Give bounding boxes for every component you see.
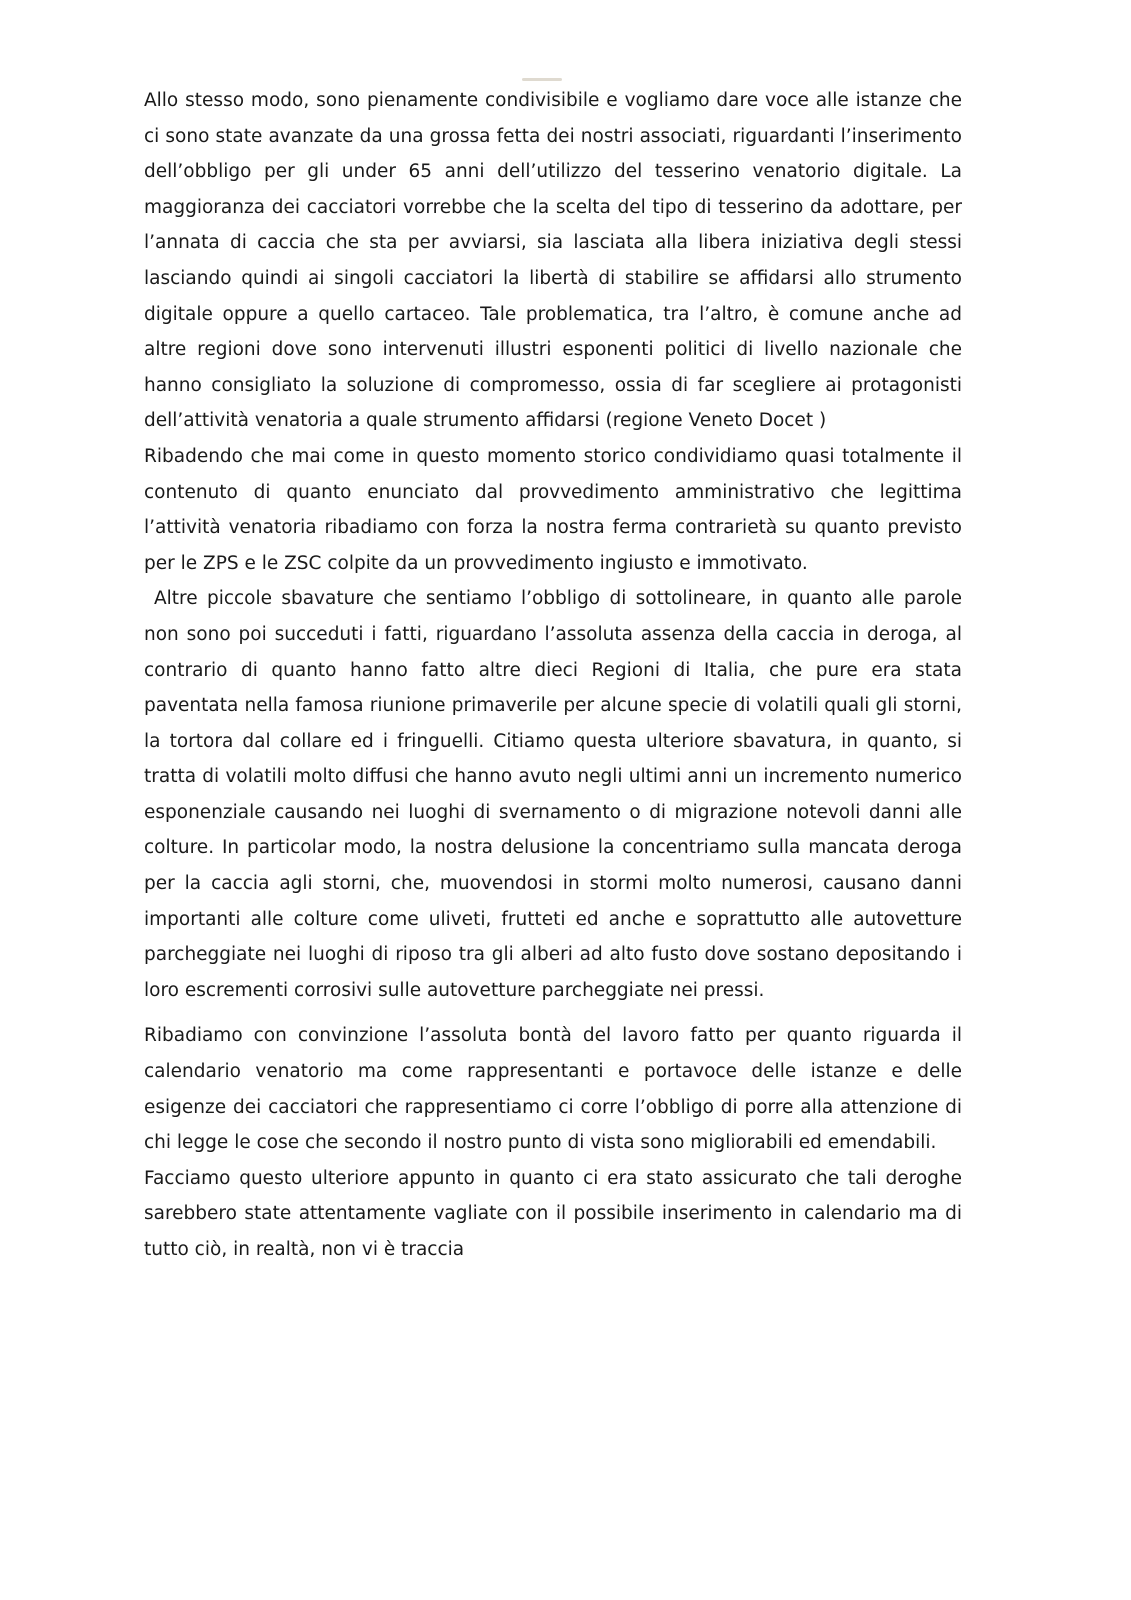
paragraph-calendario: Ribadiamo con convinzione l’assoluta bontà del lavoro fatto per quanto riguarda il calendario venatorio ma come rappresentanti e portavoce delle istanze e delle esigenze dei cacciatori che rappresentiamo ci corre l’obbligo di porre alla attenzione di chi legge le cose che secondo il nostro punto di vista sono migliorabili ed emendabili.: [144, 1025, 962, 1154]
scan-smudge: [522, 78, 562, 81]
paragraph-zps-zsc: Ribadendo che mai come in questo momento storico condividiamo quasi totalmente il contenuto di quanto enunciato dal provvedimento amministrativo che legittima l’attività venatoria ribadiamo con forza la nostra ferma contrarietà su quanto previsto per le ZPS e le ZSC colpite da un provvedimento ingiusto e immotivato.: [144, 445, 962, 574]
paragraph-appunto: Facciamo questo ulteriore appunto in quanto ci era stato assicurato che tali deroghe sarebbero state attentamente vagliate con il possibile inserimento in calendario ma di tutto ciò, in realtà, non vi è traccia: [144, 1167, 962, 1260]
document-body: [144, 83, 962, 1268]
paragraph-tesserino: Allo stesso modo, sono pienamente condivisibile e vogliamo dare voce alle istanze che ci sono state avanzate da una grossa fetta dei nostri associati, riguardanti l’inserimento dell’obbligo per gli under 65 anni dell’utilizzo del tesserino venatorio digitale. La maggioranza dei cacciatori vorrebbe che la scelta del tipo di tesserino da adottare, per l’annata di caccia che sta per avviarsi, sia lasciata alla libera iniziativa degli stessi lasciando quindi ai singoli cacciatori la libertà di stabilire se affidarsi allo strumento digitale oppure a quello cartaceo. Tale problematica, tra l’altro, è comune anche ad altre regioni dove sono intervenuti illustri esponenti politici di livello nazionale che hanno consigliato la soluzione di compromesso, ossia di far scegliere ai protagonisti dell’attività venatoria a quale strumento affidarsi (regione Veneto Docet ): [144, 90, 962, 432]
paragraph-deroga: Altre piccole sbavature che sentiamo l’obbligo di sottolineare, in quanto alle parole non sono poi succeduti i fatti, riguardano l’assoluta assenza della caccia in deroga, al contrario di quanto hanno fatto altre dieci Regioni di Italia, che pure era stata paventata nella famosa riunione primaverile per alcune specie di volatili quali gli storni, la tortora dal collare ed i fringuelli. Citiamo questa ulteriore sbavatura, in quanto, si tratta di volatili molto diffusi che hanno avuto negli ultimi anni un incremento numerico esponenziale causando nei luoghi di svernamento o di migrazione notevoli danni alle colture. In particolar modo, la nostra delusione la concentriamo sulla mancata deroga per la caccia agli storni, che, muovendosi in stormi molto numerosi, causano danni importanti alle colture come uliveti, frutteti ed anche e soprattutto alle autovetture parcheggiate nei luoghi di riposo tra gli alberi ad alto fusto dove sostano depositando i loro escrementi corrosivi sulle autovetture parcheggiate nei pressi.: [144, 588, 962, 1001]
